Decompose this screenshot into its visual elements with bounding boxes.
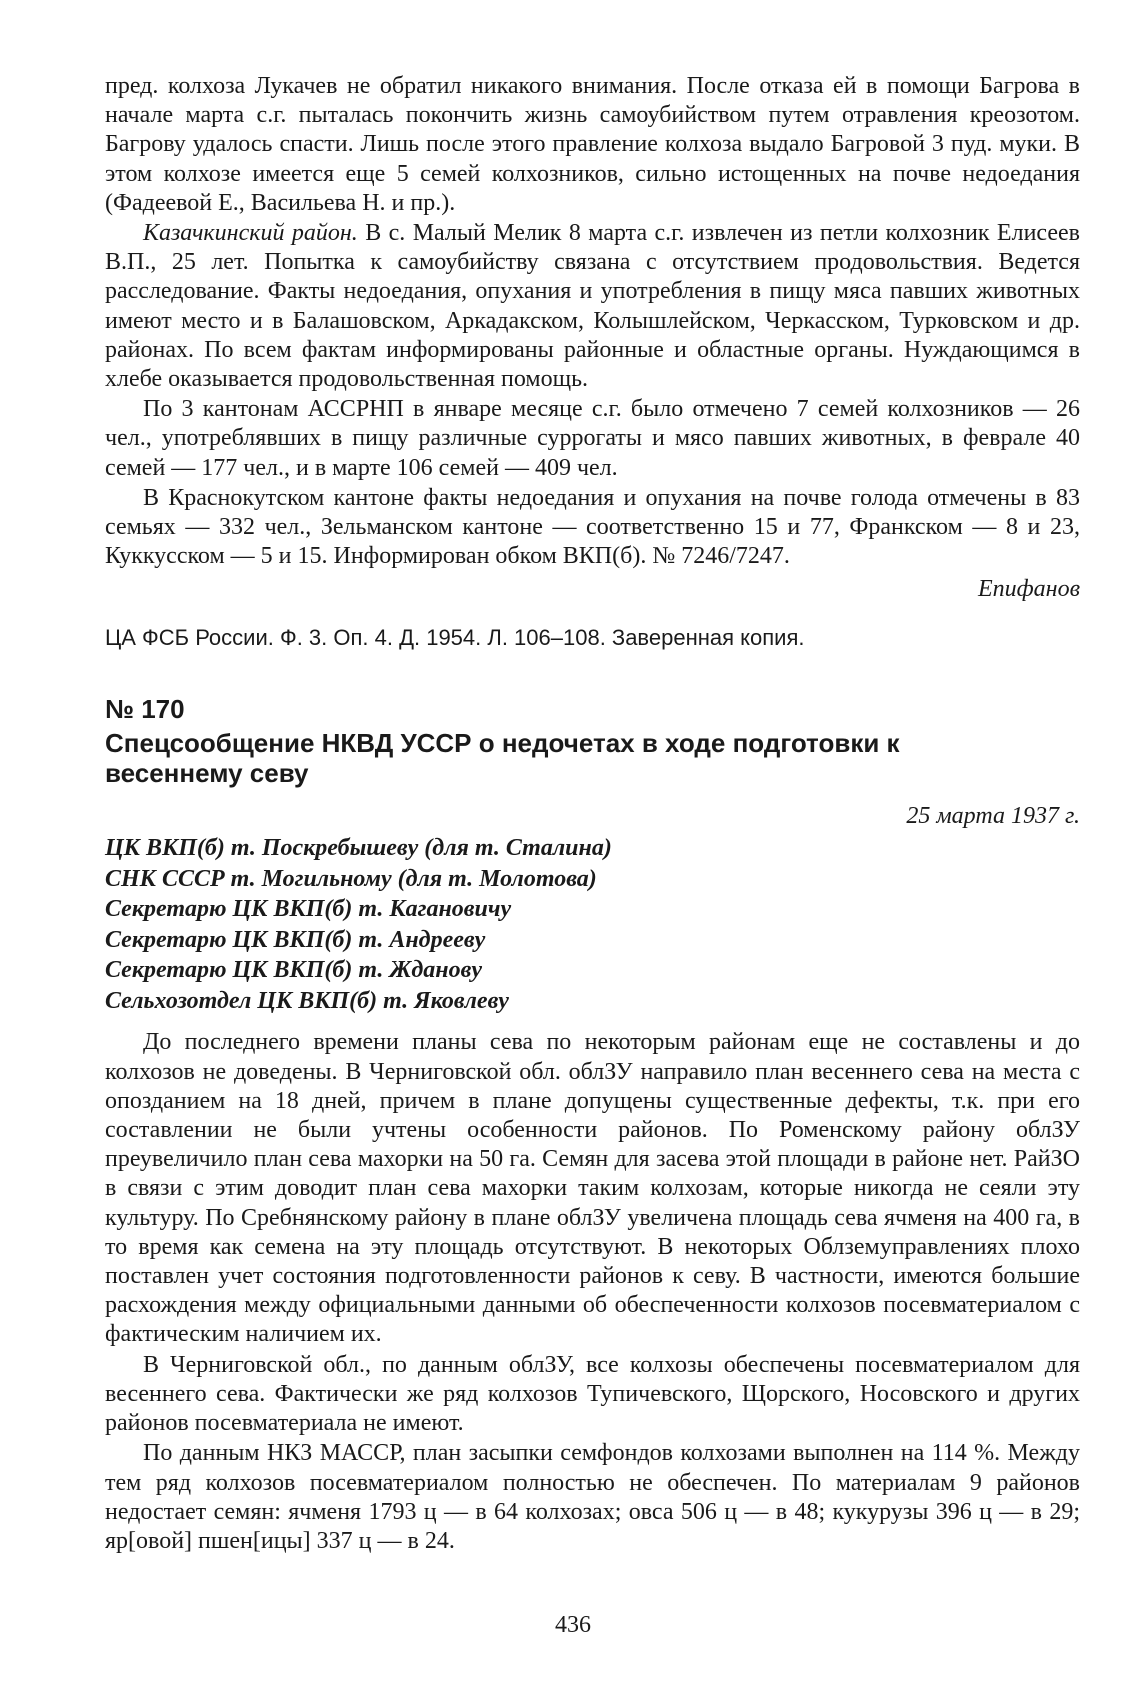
district-heading: Казачкинский район. — [143, 220, 358, 247]
addressee: Секретарю ЦК ВКП(б) т. Андрееву — [105, 926, 486, 953]
addressee-list — [105, 833, 1080, 1016]
addressee: ЦК ВКП(б) т. Поскребышеву (для т. Сталина) — [105, 835, 612, 862]
paragraph-kazachkinsky — [105, 219, 1080, 394]
body-paragraph: В Черниговской обл., по данным облЗУ, все колхозы обеспечены посевматериалом для весеннего сева. Фактически же ряд колхозов Тупичевского, Щорского, Носовского и других районов посевматериала не имеют. — [105, 1351, 1080, 1437]
document-title: Спецсообщение НКВД УССР о недочетах в ходе подготовки к весеннему севу — [105, 728, 900, 789]
paragraph-assrnp: По 3 кантонам АССРНП в январе месяце с.г. было отмечено 7 семей колхозников — 26 чел., употреблявших в пищу различные суррогаты и мясо павших животных, в феврале 40 семей — 177 чел., и в марте 106 семей — 409 чел. — [105, 396, 1080, 481]
addressee: Секретарю ЦК ВКП(б) т. Кагановичу — [105, 896, 512, 923]
document-number: № 170 — [105, 694, 185, 725]
addressee: Секретарю ЦК ВКП(б) т. Жданову — [105, 957, 482, 984]
body-paragraph: До последнего времени планы сева по некоторым районам еще не составлены и до колхозов не доведены. В Черниговской обл. облЗУ направило план весеннего сева на места с опозданием на 18 дней, причем в плане допущены существенные дефекты, т.к. при его составлении не были учтены особенности районов. По Роменскому району облЗУ преувеличило план сева махорки на 50 га. Семян для засева этой площади в районе нет. РайЗО в связи с этим доводит план сева махорки таким колхозам, которые никогда не сеяли эту культуру. По Сребнянскому району в плане облЗУ увеличена площадь сева ячменя на 400 га, в то время как семена на эту площадь отсутствуют. В некоторых Облземуправлениях плохо поставлен учет состояния подготовленности районов к севу. В частности, имеются большие расхождения между официальными данными об обеспеченности колхозов посевматериалом с фактическим наличием их. — [105, 1029, 1080, 1348]
page-number: 436 — [555, 1612, 591, 1638]
paragraph-krasnokutsky: В Краснокутском кантоне факты недоедания и опухания на почве голода отмечены в 83 семьях — 332 чел., Зельманском кантоне — соответственно 15 и 77, Франкском — 8 и 23, Куккусском — 5 и 15. Информирован обком ВКП(б). № 7246/7247. — [105, 484, 1080, 570]
paragraph-continuation: пред. колхоза Лукачев не обратил никакого внимания. После отказа ей в помощи Багрова в начале марта с.г. пыталась покончить жизнь самоубийством путем отравления креозотом. Багрову удалось спасти. Лишь после этого правление колхоза выдало Багровой 3 пуд. муки. В этом колхозе имеется еще 5 семей колхозников, сильно истощенных на почве недоедания (Фадеевой Е., Васильева Н. и пр.). — [105, 73, 1080, 216]
archive-reference: ЦА ФСБ России. Ф. 3. Оп. 4. Д. 1954. Л. 106–108. Заверенная копия. — [105, 625, 805, 651]
addressee: СНК СССР т. Могильному (для т. Молотова) — [105, 865, 597, 892]
addressee: Сельхозотдел ЦК ВКП(б) т. Яковлеву — [105, 987, 509, 1014]
document-body — [105, 1028, 1080, 1556]
page-content — [105, 72, 1080, 1556]
document-date: 25 марта 1937 г. — [906, 803, 1080, 830]
signature: Епифанов — [977, 576, 1080, 603]
body-paragraph: По данным НКЗ МАССР, план засыпки семфондов колхозами выполнен на 114 %. Между тем ряд колхозов посевматериалом полностью не обеспечен. По материалам 9 районов недостает семян: ячменя 1793 ц — в 64 колхозах; овса 506 ц — в 48; кукурузы 396 ц — в 29; яр[овой] пшен[ицы] 337 ц — в 24. — [105, 1440, 1080, 1554]
paragraph-text: В с. Малый Мелик 8 марта с.г. извлечен из петли колхозник Елисеев В.П., 25 лет. Попытка к самоубийству связана с отсутствием продовольствия. Ведется расследование. Факты недоедания, опухания и употребления в пищу мяса павших животных имеют место и в Балашовском, Аркадакском, Колышлейском, Черкасском, Турковском и др. районах. По всем фактам информированы районные и областные органы. Нуждающимся в хлебе оказывается продовольственная помощь. — [105, 220, 1080, 393]
